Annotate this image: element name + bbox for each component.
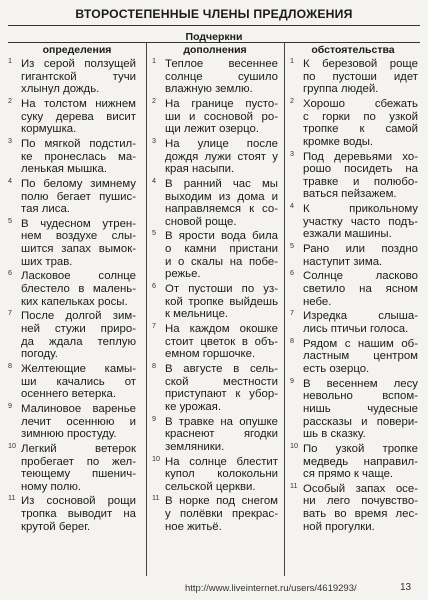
sentence-line: Рано или поздно xyxy=(303,243,418,256)
sentence-line: Рядом с нашим об- xyxy=(303,337,418,350)
sentence-line: ших трав. xyxy=(21,255,73,268)
sentence-number: 7 xyxy=(152,321,156,330)
sentence-line: полю бегает пушис- xyxy=(21,190,136,203)
sentence-line: земляники. xyxy=(165,440,225,453)
sentence-number: 8 xyxy=(290,335,294,345)
sentence-line: ши и сосновой ро- xyxy=(165,110,278,123)
sentence-line: Ласковое солнце xyxy=(21,270,136,283)
sentence-line: ластным центром xyxy=(303,350,418,363)
sentence-item xyxy=(290,480,418,533)
sentence-item xyxy=(290,440,418,481)
sentence-line: В весеннем лесу xyxy=(303,377,418,390)
sentence-item xyxy=(290,148,418,201)
sentence-number: 2 xyxy=(152,95,156,105)
sentence-line: да ждала теплую xyxy=(21,335,136,348)
sentence-number: 2 xyxy=(290,95,294,105)
sentence-number: 10 xyxy=(290,440,298,450)
sentence-line: солнце сушило xyxy=(165,70,278,83)
sentence-line: нем воздухе слы- xyxy=(21,230,136,243)
sentence-item xyxy=(290,270,418,308)
sentence-item xyxy=(290,375,418,441)
sentence-item xyxy=(152,58,278,96)
sentence-number: 1 xyxy=(8,56,12,65)
sentence-item xyxy=(290,310,418,335)
sentence-line: к мельнице. xyxy=(165,308,229,321)
sentence-line: невольно вспом- xyxy=(303,390,418,403)
sentence-line: светило на ясном xyxy=(303,283,418,296)
sentence-line: теющему пшенич- xyxy=(21,468,136,481)
sentence-line: После долгой зим- xyxy=(21,310,136,323)
sentence-number: 1 xyxy=(290,56,294,65)
sentence-line: выходим из дома и xyxy=(165,190,278,203)
sentence-number: 9 xyxy=(290,375,294,385)
sentence-line: погоду. xyxy=(21,348,58,361)
sentence-item xyxy=(152,175,278,228)
sentence-line: ке пронеслась ма- xyxy=(21,150,136,163)
sentence-number: 3 xyxy=(8,135,12,145)
sentence-line: медведь направил- xyxy=(303,455,418,468)
sentence-line: ное житьё. xyxy=(165,520,222,533)
sentence-number: 3 xyxy=(152,135,156,145)
sentence-line: Особый запах осе- xyxy=(303,482,418,495)
header-rule xyxy=(8,42,420,43)
column-circumstances xyxy=(290,58,418,535)
sentence-line: тропке к самой xyxy=(303,123,418,136)
sentence-number: 9 xyxy=(8,400,12,410)
column-divider xyxy=(146,42,147,576)
sentence-line: влажную землю. xyxy=(165,83,253,96)
sentence-number: 11 xyxy=(290,480,298,490)
sentence-item xyxy=(152,413,278,454)
sentence-line: наступит зима. xyxy=(303,255,383,268)
sentence-line: В чудесном утрен- xyxy=(21,217,136,230)
sentence-number: 10 xyxy=(8,440,16,450)
sentence-line: кой тропке выйдешь xyxy=(165,295,278,308)
sentence-number: 3 xyxy=(290,148,294,158)
sentence-line: гигантской тучи xyxy=(21,70,136,83)
sentence-line: тая лиса. xyxy=(21,203,70,216)
sentence-line: блестело в малень- xyxy=(21,283,136,296)
sentence-line: шится запах вымок- xyxy=(21,243,136,256)
instruction-subtitle: Подчеркни xyxy=(185,31,243,43)
sentence-number: 11 xyxy=(152,493,160,503)
sentence-item xyxy=(8,215,136,268)
sentence-number: 1 xyxy=(152,56,156,65)
sentence-item xyxy=(152,230,278,280)
sentence-line: Желтеющие камы- xyxy=(21,362,136,375)
sentence-line: участку часто подъ- xyxy=(303,215,418,228)
sentence-line: ких капельках росы. xyxy=(21,295,128,308)
sentence-number: 6 xyxy=(290,268,294,278)
sentence-line: Солнце ласково xyxy=(303,270,418,283)
sentence-line: Легкий ветерок xyxy=(21,442,136,455)
sentence-line: езжали машины. xyxy=(303,228,392,241)
sentence-line: В травке на опушке xyxy=(165,415,278,428)
column-header-objects: дополнения xyxy=(183,44,247,56)
sentence-number: 9 xyxy=(152,413,156,423)
column-header-circumstances: обстоятельства xyxy=(311,44,395,56)
sentence-line: ленькая мышка. xyxy=(21,163,107,176)
sentence-line: травке и полюбо- xyxy=(303,175,418,188)
sentence-line: В ранний час мы xyxy=(165,177,278,190)
sentence-number: 5 xyxy=(152,228,156,238)
sentence-number: 6 xyxy=(8,268,12,278)
sentence-item xyxy=(152,495,278,533)
sentence-item xyxy=(8,360,136,401)
sentence-line: кромке воды. xyxy=(303,135,374,148)
sentence-item xyxy=(8,400,136,441)
sentence-line: рассказы и повери- xyxy=(303,415,418,428)
sentence-line: ской местности xyxy=(165,375,278,388)
sentence-line: края насыпи. xyxy=(165,163,235,176)
sentence-line: кормушка. xyxy=(21,123,77,136)
sentence-line: Хорошо сбежать xyxy=(303,97,418,110)
column-header-definitions: определения xyxy=(42,44,112,56)
sentence-line: Под деревьями хо- xyxy=(303,150,418,163)
sentence-line: сновой роще. xyxy=(165,215,237,228)
sentence-line: К прикольному xyxy=(303,203,418,216)
sentence-line: По белому зимнему xyxy=(21,177,136,190)
sentence-line: Малиновое варенье xyxy=(21,402,136,415)
sentence-line: шь в сказку. xyxy=(303,428,366,441)
sentence-line: крутой берег. xyxy=(21,520,91,533)
sentence-number: 5 xyxy=(290,241,294,251)
sentence-item xyxy=(8,135,136,176)
sentence-line: Изредка слыша- xyxy=(303,310,418,323)
sentence-item xyxy=(8,310,136,360)
sentence-item xyxy=(8,440,136,493)
sentence-number: 8 xyxy=(152,360,156,370)
sentence-line: На каждом окошке xyxy=(165,323,278,335)
sentence-line: хлынул дождь. xyxy=(21,83,100,96)
sentence-line: На солнце блестит xyxy=(165,455,278,468)
sentence-line: рошо посидеть на xyxy=(303,163,418,176)
sentence-number: 4 xyxy=(290,201,294,211)
sentence-line: К березовой роще xyxy=(303,58,418,70)
sentence-item xyxy=(8,175,136,216)
sentence-line: От пустоши по уз- xyxy=(165,283,278,296)
sentence-number: 5 xyxy=(8,215,12,225)
sentence-line: щи лежит озерцо. xyxy=(165,123,259,136)
sentence-item xyxy=(152,283,278,321)
sentence-line: На толстом нижнем xyxy=(21,97,136,110)
sentence-line: зимнюю простуду. xyxy=(21,428,117,441)
sentence-number: 7 xyxy=(8,308,12,318)
sentence-line: ши качались от xyxy=(21,375,136,388)
page-number: 13 xyxy=(400,582,412,593)
sentence-line: На улице после xyxy=(165,137,278,150)
sentence-number: 4 xyxy=(8,175,12,185)
source-url: http://www.liveinternet.ru/users/4619293/ xyxy=(185,583,357,594)
sentence-item xyxy=(152,360,278,413)
column-objects xyxy=(152,58,278,535)
sentence-line: ваться пейзажем. xyxy=(303,188,397,201)
sentence-line: суку дерева висит xyxy=(21,110,136,123)
sentence-line: Теплое весеннее xyxy=(165,58,278,70)
sentence-item xyxy=(8,270,136,308)
sentence-item xyxy=(152,323,278,361)
sentence-line: режье. xyxy=(165,268,201,281)
sentence-line: вать во время лес- xyxy=(303,508,418,521)
sentence-line: емном горшочке. xyxy=(165,348,256,361)
sentence-line: По узкой тропке xyxy=(303,442,418,455)
sentence-line: ке урожая. xyxy=(165,400,222,413)
sentence-item xyxy=(8,58,136,96)
sentence-line: ни лего почувство- xyxy=(303,495,418,508)
sentence-line: и о скалы на побе- xyxy=(165,255,278,268)
column-definitions xyxy=(8,58,136,535)
sentence-line: В августе в сель- xyxy=(165,362,278,375)
sentence-line: есть озерцо. xyxy=(303,362,370,375)
sentence-line: осеннего ветерка. xyxy=(21,388,117,401)
sentence-line: небе. xyxy=(303,295,332,308)
sentence-line: краснеют ягодки xyxy=(165,428,278,441)
sentence-item xyxy=(152,453,278,494)
sentence-item xyxy=(8,495,136,533)
sentence-line: лечит осеннюю и xyxy=(21,415,136,428)
sentence-line: у полёвки прекрас- xyxy=(165,508,278,521)
sentence-line: приступают к убор- xyxy=(165,388,278,401)
sentence-item xyxy=(290,243,418,268)
sentence-line: На границе пусто- xyxy=(165,97,278,110)
sentence-number: 4 xyxy=(152,175,156,185)
sentence-line: Из серой ползущей xyxy=(21,58,136,70)
sentence-number: 10 xyxy=(152,453,160,463)
sentence-line: купол колокольни xyxy=(165,468,278,481)
sentence-line: В норке под снегом xyxy=(165,495,278,508)
sentence-line: ному полю. xyxy=(21,480,82,493)
sentence-line: дождя лужи стоят у xyxy=(165,150,278,163)
sentence-line: тропка выводит на xyxy=(21,508,136,521)
sentence-number: 2 xyxy=(8,95,12,105)
sentence-item xyxy=(290,335,418,376)
sentence-line: по пустоши идет xyxy=(303,70,418,83)
sentence-line: нишь чудесные xyxy=(303,402,418,415)
sentence-line: сельской церкви. xyxy=(165,480,256,493)
sentence-line: Из сосновой рощи xyxy=(21,495,136,508)
sentence-line: ся прямо к чаще. xyxy=(303,468,394,481)
sentence-line: о камни пристани xyxy=(165,243,278,256)
sentence-line: ней стужи приро- xyxy=(21,323,136,335)
sentence-number: 6 xyxy=(152,281,156,291)
page-title: ВТОРОСТЕПЕННЫЕ ЧЛЕНЫ ПРЕДЛОЖЕНИЯ xyxy=(75,7,353,21)
sentence-item xyxy=(290,58,418,96)
sentence-item xyxy=(8,95,136,136)
sentence-line: пробегает по жел- xyxy=(21,455,136,468)
sentence-line: В ярости вода била xyxy=(165,230,278,243)
title-rule xyxy=(8,25,420,26)
sentence-line: лись птичьи голоса. xyxy=(303,323,409,335)
column-divider xyxy=(284,42,285,576)
sentence-number: 7 xyxy=(290,308,294,318)
sentence-number: 11 xyxy=(8,493,16,503)
sentence-item xyxy=(152,95,278,136)
sentence-line: с горки по узкой xyxy=(303,110,418,123)
sentence-item xyxy=(290,203,418,241)
sentence-item xyxy=(290,95,418,148)
sentence-number: 8 xyxy=(8,360,12,370)
sentence-line: По мягкой подстил- xyxy=(21,137,136,150)
sentence-line: группа людей. xyxy=(303,83,379,96)
sentence-line: направляемся к со- xyxy=(165,203,278,216)
sentence-line: стоит цветок в объ- xyxy=(165,335,278,348)
sentence-line: ной прогулки. xyxy=(303,520,375,533)
sentence-item xyxy=(152,135,278,176)
